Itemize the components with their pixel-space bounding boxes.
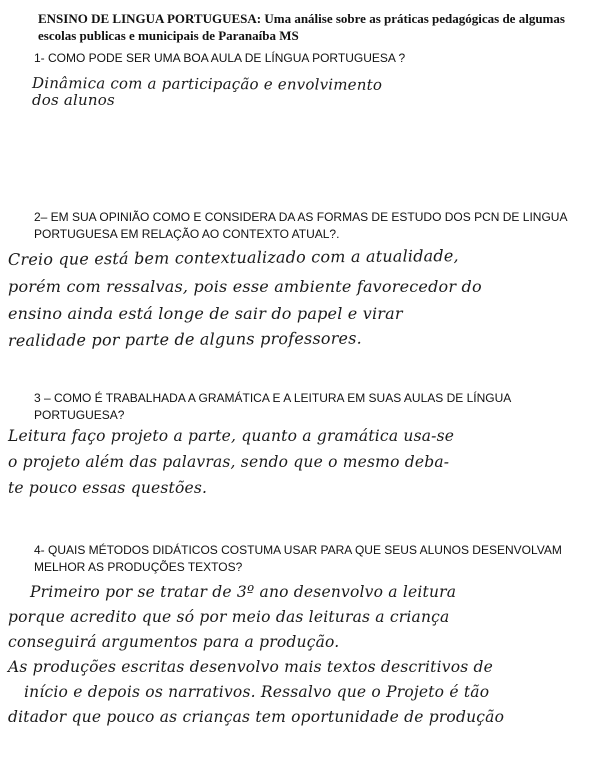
answer-4-line-5: início e depois os narrativos. Ressalvo que o Projeto é tão: [24, 683, 490, 701]
answer-2-line-3: ensino ainda está longe de sair do papel e virar: [8, 304, 403, 323]
answer-1-handwritten: [32, 74, 596, 109]
header-title-line-2: escolas publicas e municipais de Paranaíba MS: [38, 28, 299, 43]
answer-3-line-3: te pouco essas questões.: [8, 479, 208, 497]
question-4: 4- QUAIS MÉTODOS DIDÁTICOS COSTUMA USAR PARA QUE SEUS ALUNOS DESENVOLVAM MELHOR AS PRODUÇÕES TEXTOS?: [34, 543, 562, 574]
answer-1-line-2: dos alunos: [32, 91, 115, 109]
answer-4-line-1: Primeiro por se tratar de 3º ano desenvolvo a leitura: [30, 583, 457, 601]
question-2: 2– EM SUA OPINIÃO COMO E CONSIDERA DA AS FORMAS DE ESTUDO DOS PCN DE LINGUA PORTUGUESA EM RELAÇÃO AO CONTEXTO ATUAL?.: [34, 210, 567, 241]
answer-4-line-2: porque acredito que só por meio das leituras a criança: [8, 608, 450, 626]
answer-3-handwritten: [8, 423, 596, 501]
header-title-line-1: ENSINO DE LINGUA PORTUGUESA: Uma análise sobre as práticas pedagógicas de algumas: [38, 11, 565, 26]
answer-4-line-3: conseguirá argumentos para a produção.: [8, 633, 340, 651]
answer-2-line-4: realidade por parte de alguns professores.: [7, 328, 362, 350]
answer-2-line-1: Creio que está bem contextualizado com a atualidade,: [7, 246, 459, 269]
answer-2-line-2: porém com ressalvas, pois esse ambiente favorecedor do: [8, 277, 482, 296]
answer-4-line-6: ditador que pouco as crianças tem oportunidade de produção: [8, 708, 505, 726]
answer-4-line-4: As produções escritas desenvolvo mais textos descritivos de: [8, 658, 494, 676]
question-1: 1- COMO PODE SER UMA BOA AULA DE LÍNGUA PORTUGUESA ?: [34, 51, 406, 65]
document-header: [38, 10, 578, 44]
answer-1-line-1: Dinâmica com a participação e envolvimento: [31, 74, 383, 94]
answer-4-handwritten: [8, 580, 596, 730]
answer-2-handwritten: [8, 246, 596, 354]
answer-3-line-2: o projeto além das palavras, sendo que o mesmo deba-: [8, 453, 450, 471]
question-3: 3 – COMO É TRABALHADA A GRAMÁTICA E A LEITURA EM SUAS AULAS DE LÍNGUA PORTUGUESA?: [34, 391, 511, 422]
answer-3-line-1: Leitura faço projeto a parte, quanto a gramática usa-se: [8, 427, 455, 445]
